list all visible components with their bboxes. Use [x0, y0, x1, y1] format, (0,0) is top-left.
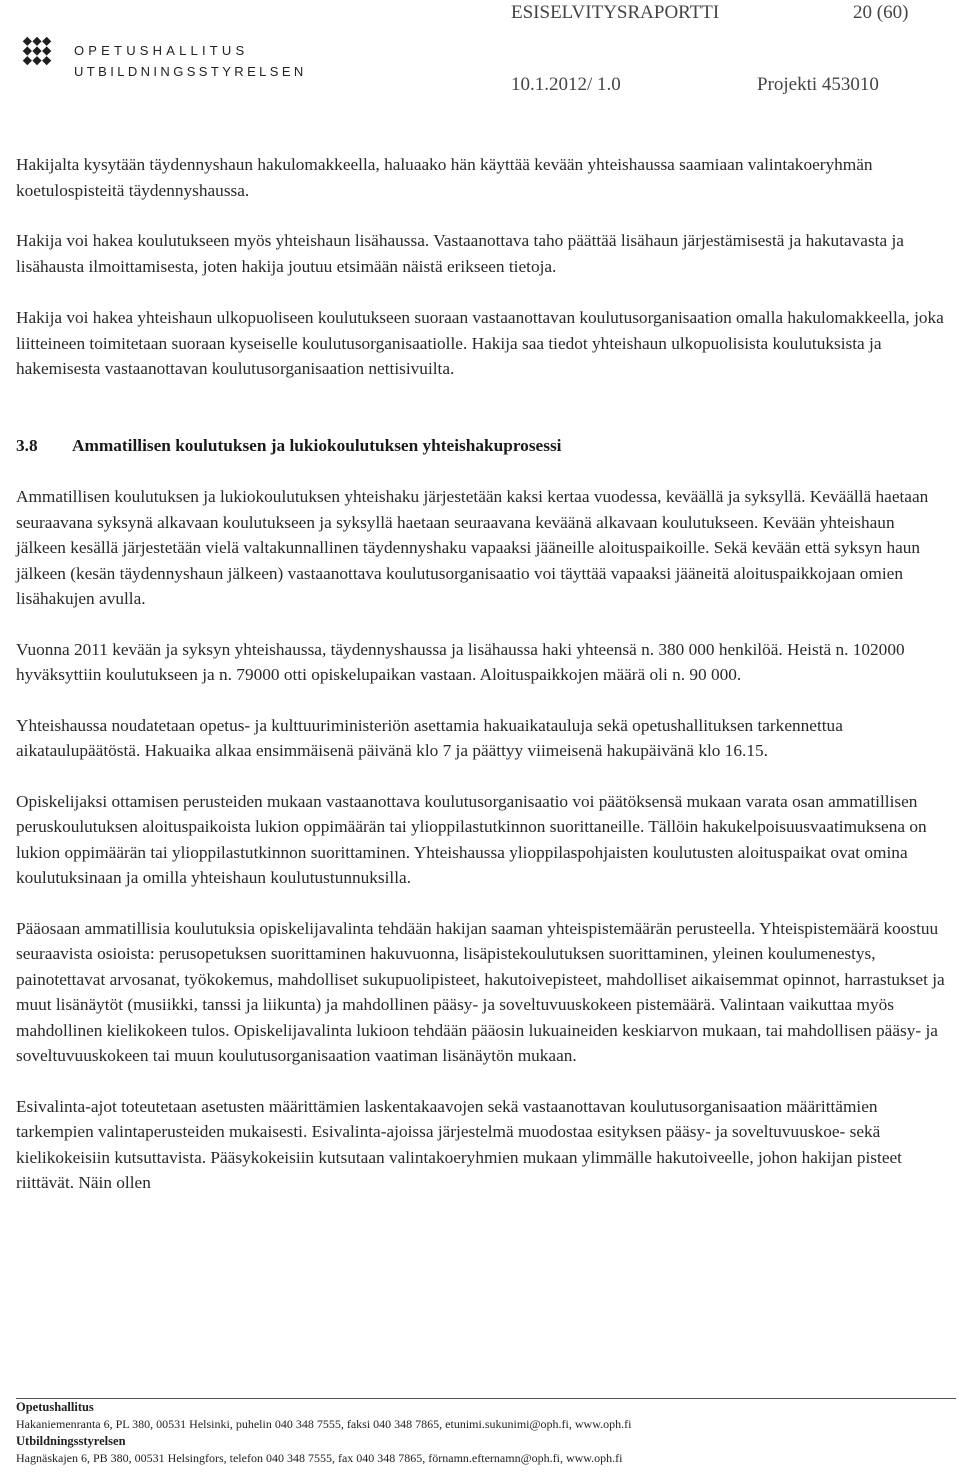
footer: [16, 1399, 956, 1467]
logo-diamond-icon: [4, 18, 70, 84]
logo-diamond-tile: [32, 56, 41, 65]
footer-address-swedish: Hagnäskajen 6, PB 380, 00531 Helsingfors, telefon 040 348 7555, fax 040 348 7865, förnamn.efternamn@oph.fi, www.oph.fi: [16, 1451, 623, 1465]
logo-diamond-tile: [42, 56, 51, 65]
paragraph: Pääosaan ammatillisia koulutuksia opiskelijavalinta tehdään hakijan saaman yhteispistemäärän perusteella. Yhteispistemäärä koostuu seuraavista osioista: perusopetuksen suorittaminen hakuvuonna, lisäpistekoulutuksen suorittaminen, yleinen koulumenestys, painotettavat arvosanat, työkokemus, mahdolliset sukupuolipisteet, hakutoivepisteet, mahdolliset aikaisemmat opinnot, harrastukset ja muut lisänäytöt (musiikki, tanssi ja liikunta) ja mahdollinen pääsy- ja soveltuvuuskokeen pistemäärä. Valintaan vaikuttaa myös mahdollinen kielikokeen tulos. Opiskelijavalinta lukioon tehdään pääosin lukuaineiden keskiarvon mukaan, tai mahdollisen pääsy- ja soveltuvuuskokeen tai muun koulutusorganisaation vaatiman lisänäytön mukaan.: [16, 918, 945, 1065]
paragraph: Hakijalta kysytään täydennyshaun hakulomakkeella, haluaako hän käyttää kevään yhteishaussa saamiaan valintakoeryhmän koetulospisteitä täydennyshaussa.: [16, 155, 873, 200]
footer-org-finnish: Opetushallitus: [16, 1400, 94, 1414]
logo-text-swedish: UTBILDNINGSSTYRELSEN: [74, 64, 307, 79]
paragraph: Ammatillisen koulutuksen ja lukiokoulutuksen yhteishaku järjestetään kaksi kertaa vuodessa, keväällä ja syksyllä. Keväällä haetaan seuraavana syksynä alkavaan koulutukseen ja syksyllä haetaan seuraavana keväänä alkavaan koulutukseen. Kevään yhteishaun jälkeen kesällä järjestetään vielä valtakunnallinen täydennyshaku vapaaksi jääneille aloituspaikoille. Sekä kevään että syksyn haun jälkeen (kesän täydennyshaun jälkeen) vastaanottava koulutusorganisaatio voi täyttää vapaaksi jääneitä aloituspaikkojaan omien lisähakujen avulla.: [16, 487, 929, 608]
logo-diamond-tile: [32, 37, 41, 46]
paragraph: Esivalinta-ajot toteutetaan asetusten määrittämien laskentakaavojen sekä vastaanottavan koulutusorganisaation määrittämien tarkempien valintaperusteiden mukaisesti. Esivalinta-ajoissa järjestelmä muodostaa esityksen pääsy- ja soveltuvuuskoe- sekä kielikokeisiin kutsuttavista. Pääsykokeisiin kutsutaan valintakoeryhmien mukaan ylimmälle hakutoiveelle, johon hakijan pisteet riittävät. Näin ollen: [16, 1096, 902, 1192]
paragraph: Yhteishaussa noudatetaan opetus- ja kulttuuriministeriön asettamia hakuaikatauluja sekä opetushallituksen tarkennettua aikataulupäätöstä. Hakuaika alkaa ensimmäisenä päivänä klo 7 ja päättyy viimeisenä hakupäivänä klo 16.15.: [16, 715, 843, 760]
section-number: 3.8: [16, 435, 38, 455]
paragraph: Vuonna 2011 kevään ja syksyn yhteishaussa, täydennyshaussa ja lisähaussa haki yhteensä n. 380 000 henkilöä. Heistä n. 102000 hyväksyttiin koulutukseen ja n. 79000 otti opiskelupaikan vastaan. Aloituspaikkojen määrä oli n. 90 000.: [16, 639, 905, 684]
logo-diamond-tile: [23, 37, 32, 46]
logo-diamond-tile: [23, 56, 32, 65]
document-date-version: 10.1.2012/ 1.0: [511, 74, 621, 95]
logo-diamond-tile: [23, 46, 32, 55]
logo-diamond-tile: [32, 46, 41, 55]
project-number: Projekti 453010: [757, 74, 879, 95]
logo-diamond-tile: [42, 37, 51, 46]
section-title: Ammatillisen koulutuksen ja lukiokoulutuksen yhteishakuprosessi: [72, 435, 562, 455]
page-number: 20 (60): [853, 2, 909, 23]
footer-address-finnish: Hakaniemenranta 6, PL 380, 00531 Helsinki, puhelin 040 348 7555, faksi 040 348 7865, etunimi.sukunimi@oph.fi, www.oph.fi: [16, 1417, 632, 1431]
opetushallitus-logo: [4, 8, 307, 90]
main-content: [16, 152, 946, 1196]
footer-org-swedish: Utbildningsstyrelsen: [16, 1434, 126, 1448]
section-heading: [16, 433, 946, 459]
document-type: ESISELVITYSRAPORTTI: [511, 2, 720, 23]
paragraph: Hakija voi hakea koulutukseen myös yhteishaun lisähaussa. Vastaanottava taho päättää lisähaun järjestämisestä ja hakutavasta ja lisähausta ilmoittamisesta, joten hakija joutuu etsimään näistä erikseen tietoja.: [16, 231, 904, 276]
paragraph: Opiskelijaksi ottamisen perusteiden mukaan vastaanottava koulutusorganisaatio voi päätöksensä mukaan varata osan ammatillisen peruskoulutuksen aloituspaikoista lukion oppimäärän tai ylioppilastutkinnon suorittaneille. Tällöin hakukelpoisuusvaatimuksena on lukion oppimäärän tai ylioppilastutkinnon suorittaminen. Yhteishaussa ylioppilaspohjaisten koulutusten aloituspaikat ovat omina koulutuksinaan ja omilla yhteishaun koulutustunnuksilla.: [16, 791, 927, 887]
paragraph: Hakija voi hakea yhteishaun ulkopuoliseen koulutukseen suoraan vastaanottavan koulutusorganisaation omalla hakulomakkeella, joka liitteineen toimitetaan suoraan kyseiselle koulutusorganisaatiolle. Hakija saa tiedot yhteishaun ulkopuolisista koulutuksista ja hakemisesta vastaanottavan koulutusorganisaation nettisivuilta.: [16, 308, 944, 378]
logo-text-finnish: OPETUSHALLITUS: [74, 43, 249, 58]
logo-diamond-tile: [42, 46, 51, 55]
